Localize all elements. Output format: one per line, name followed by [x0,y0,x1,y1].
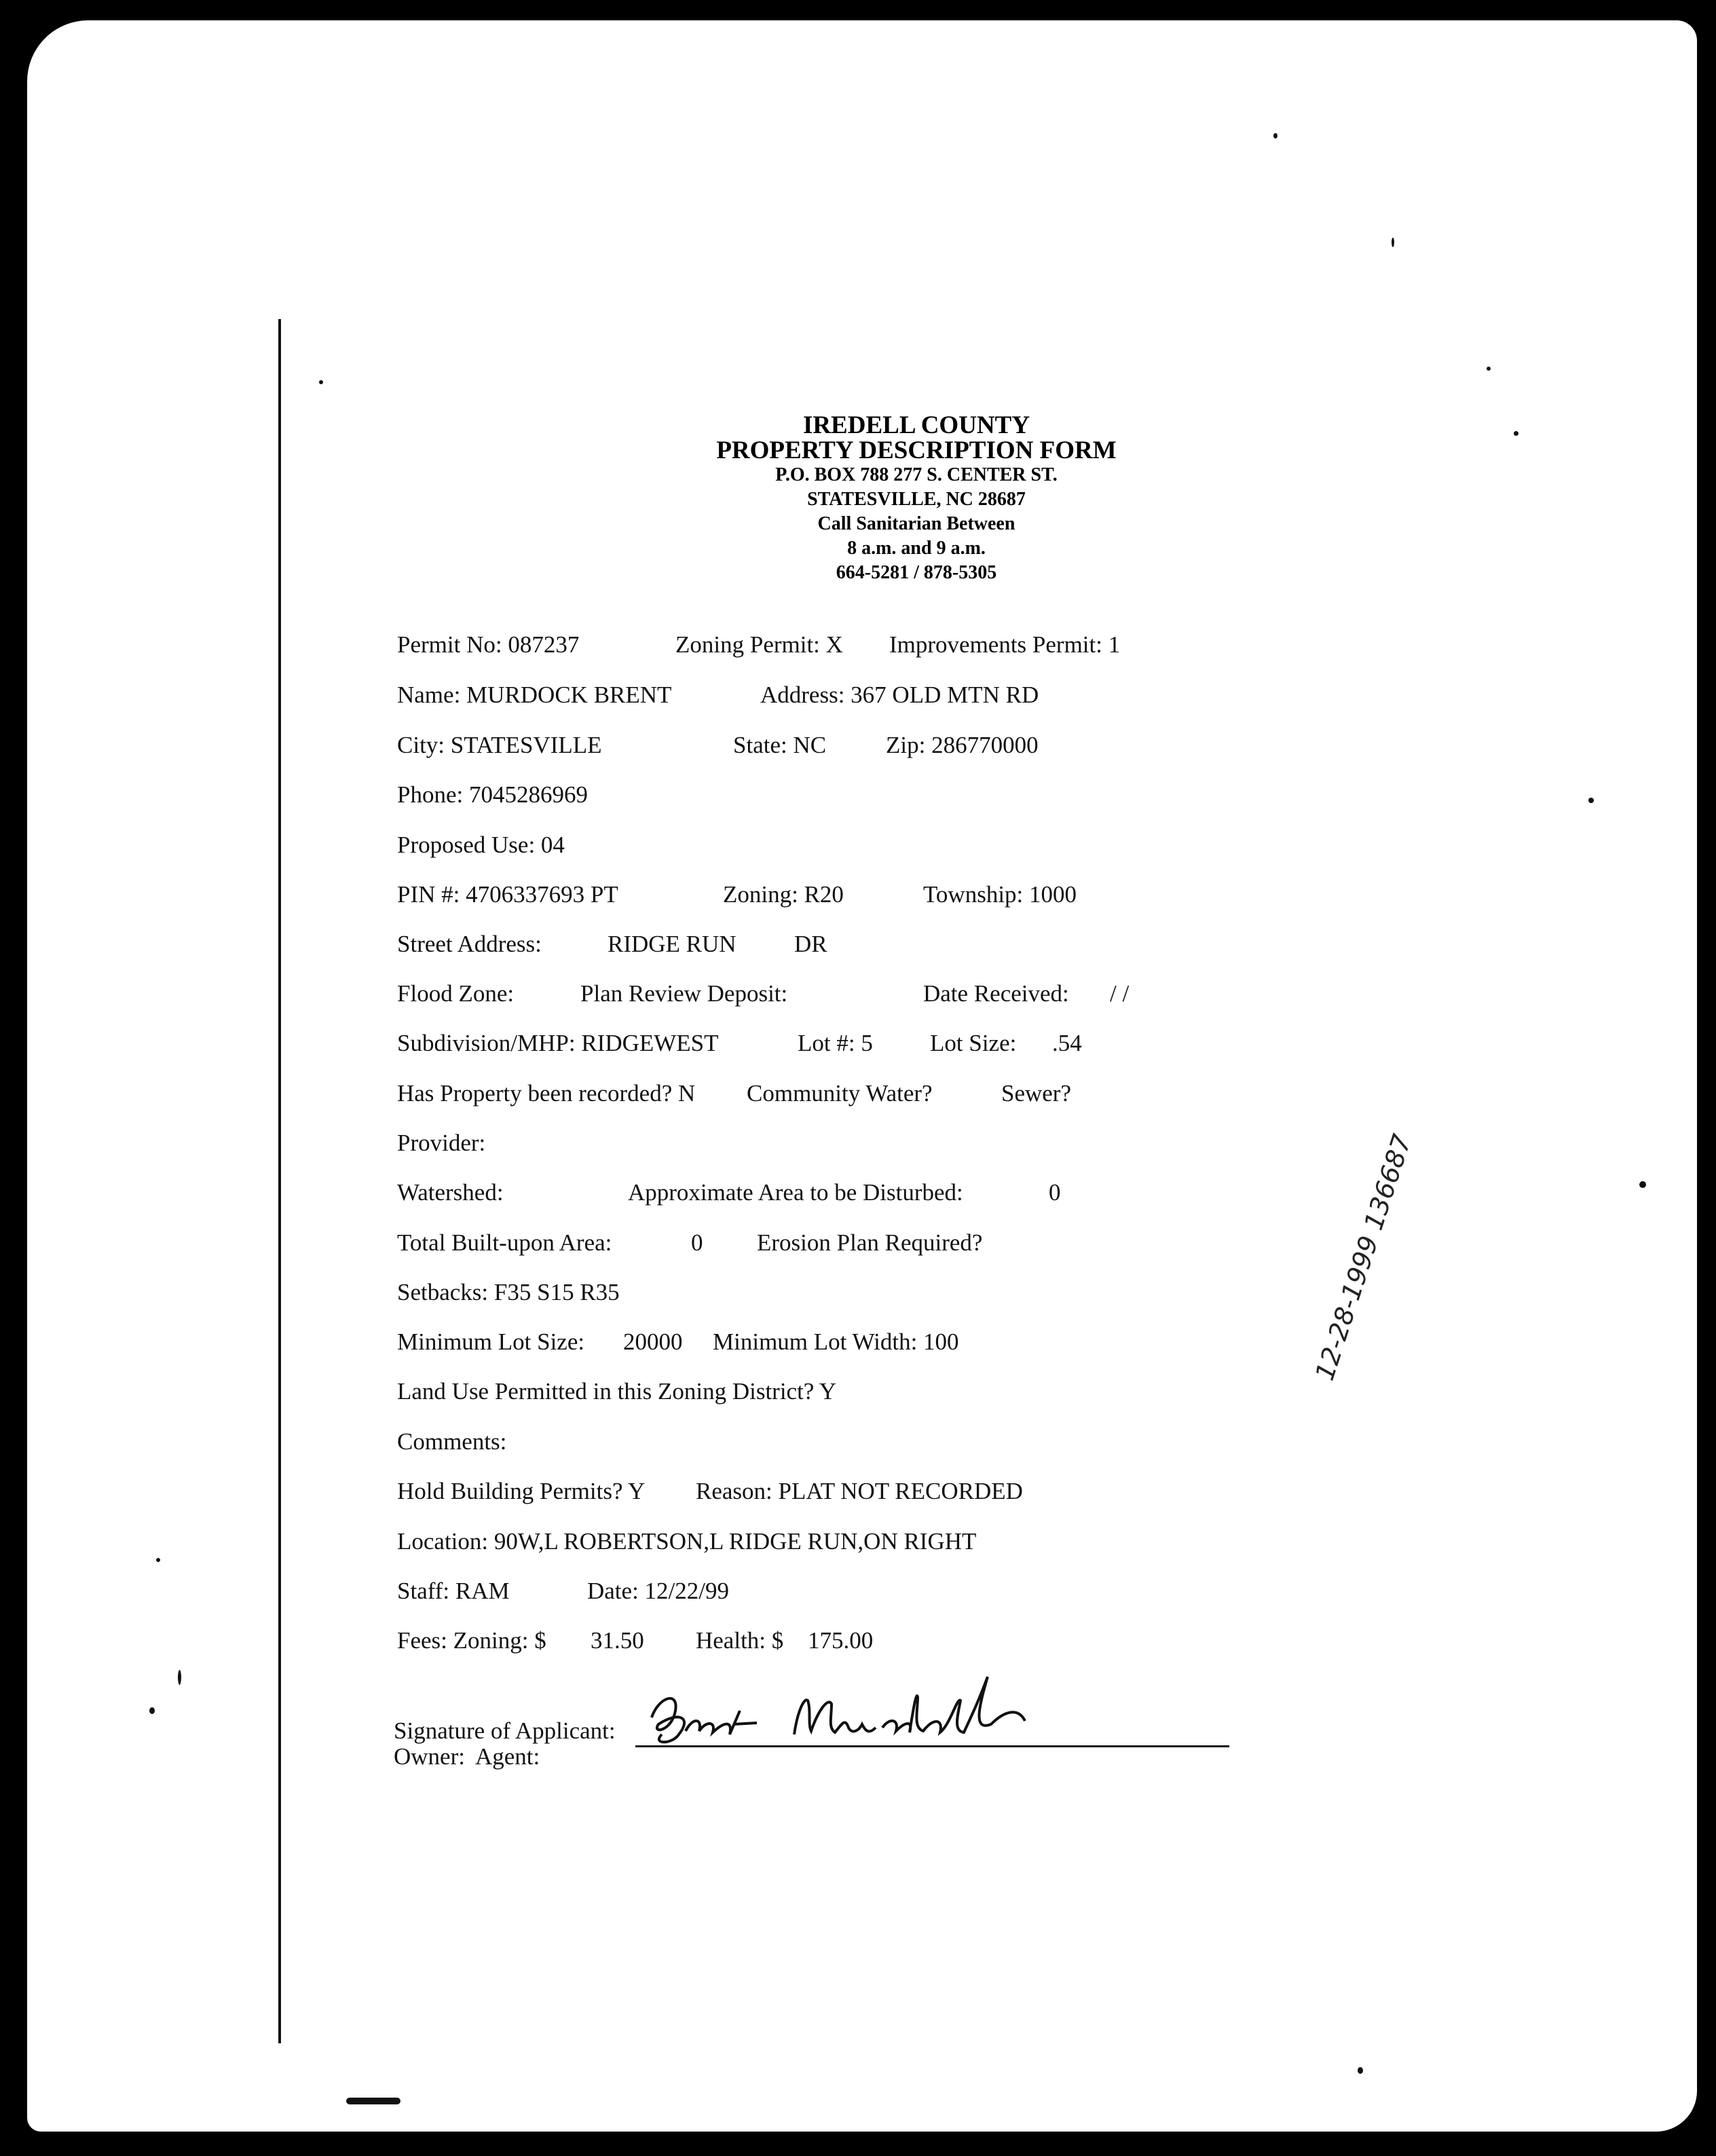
proposed-use: Proposed Use: 04 [397,832,565,858]
lot-size-value: .54 [1052,1030,1082,1056]
built-upon-value: 0 [691,1229,703,1256]
header-phones: 664-5281 / 878-5305 [836,562,997,583]
lot-number: Lot #: 5 [798,1030,873,1056]
state: State: NC [733,732,827,758]
min-lot-width: Minimum Lot Width: 100 [713,1328,959,1355]
scan-speck [1358,2067,1363,2074]
watershed: Watershed: [397,1179,504,1206]
pin: PIN #: 4706337693 PT [397,881,618,908]
fees-health-value: 175.00 [808,1627,874,1654]
provider: Provider: [397,1130,486,1156]
date: Date: 12/22/99 [587,1578,729,1604]
hold-permits: Hold Building Permits? Y [397,1478,646,1504]
header-address2: STATESVILLE, NC 28687 [807,489,1026,510]
signature-label: Signature of Applicant: [394,1717,616,1744]
date-received: Date Received: [923,980,1069,1007]
scan-speck [1588,798,1594,803]
fees-health-label: Health: $ [696,1627,784,1654]
street-suffix: DR [794,931,827,957]
zoning-permit: Zoning Permit: X [675,631,843,658]
scan-speck [178,1670,181,1685]
lot-size-label: Lot Size: [930,1030,1017,1056]
land-use-permitted: Land Use Permitted in this Zoning District? Y [397,1378,837,1405]
phone: Phone: 7045286969 [397,781,588,808]
subdivision: Subdivision/MHP: RIDGEWEST [397,1030,719,1056]
scan-speck [1273,133,1277,138]
permit-no: Permit No: 087237 [397,631,580,658]
setbacks: Setbacks: F35 S15 R35 [397,1279,620,1305]
header-call2: 8 a.m. and 9 a.m. [847,538,986,559]
scan-speck [1392,238,1394,247]
community-water: Community Water? [747,1080,933,1107]
scan-speck [319,380,323,384]
scan-speck [1514,431,1518,436]
area-disturbed-value: 0 [1049,1179,1061,1206]
fees-zoning-value: 31.50 [591,1627,644,1654]
staff: Staff: RAM [397,1578,510,1604]
zoning: Zoning: R20 [723,881,844,908]
scanned-page [27,20,1697,2132]
fees-zoning-label: Fees: Zoning: $ [397,1627,546,1654]
scan-speck [149,1707,155,1714]
erosion-plan: Erosion Plan Required? [757,1229,983,1256]
plan-review-deposit: Plan Review Deposit: [580,980,788,1007]
street-address-label: Street Address: [397,931,542,957]
scan-speck [1639,1181,1646,1188]
sewer: Sewer? [1001,1080,1072,1107]
header-call1: Call Sanitarian Between [817,513,1015,534]
hold-reason: Reason: PLAT NOT RECORDED [696,1478,1023,1504]
min-lot-size-label: Minimum Lot Size: [397,1328,585,1355]
header-address1: P.O. BOX 788 277 S. CENTER ST. [775,464,1058,485]
township: Township: 1000 [923,881,1077,908]
left-margin-line [278,319,281,2043]
scan-speck [1487,367,1491,371]
comments: Comments: [397,1428,507,1455]
agent-label: Agent: [475,1743,540,1770]
min-lot-size-value: 20000 [623,1328,683,1355]
header-county: IREDELL COUNTY [802,411,1030,439]
date-received-value: / / [1110,980,1130,1007]
city: City: STATESVILLE [397,732,602,758]
owner-label: Owner: [394,1743,465,1770]
built-upon-label: Total Built-upon Area: [397,1229,612,1256]
header-form-title: PROPERTY DESCRIPTION FORM [716,436,1117,464]
handwritten-date-stamp: 12-28-1999 136687 [1309,1130,1417,1384]
improvements-permit: Improvements Permit: 1 [889,631,1121,658]
scan-smudge [346,2098,400,2104]
handwritten-signature [638,1670,1059,1758]
location: Location: 90W,L ROBERTSON,L RIDGE RUN,ON RIGHT [397,1528,977,1555]
street-name: RIDGE RUN [608,931,736,957]
flood-zone: Flood Zone: [397,980,515,1007]
area-disturbed-label: Approximate Area to be Disturbed: [628,1179,963,1206]
scan-speck [156,1558,160,1562]
zip: Zip: 286770000 [886,732,1039,758]
property-recorded: Has Property been recorded? N [397,1080,696,1107]
applicant-name: Name: MURDOCK BRENT [397,682,672,708]
applicant-address: Address: 367 OLD MTN RD [760,682,1039,708]
